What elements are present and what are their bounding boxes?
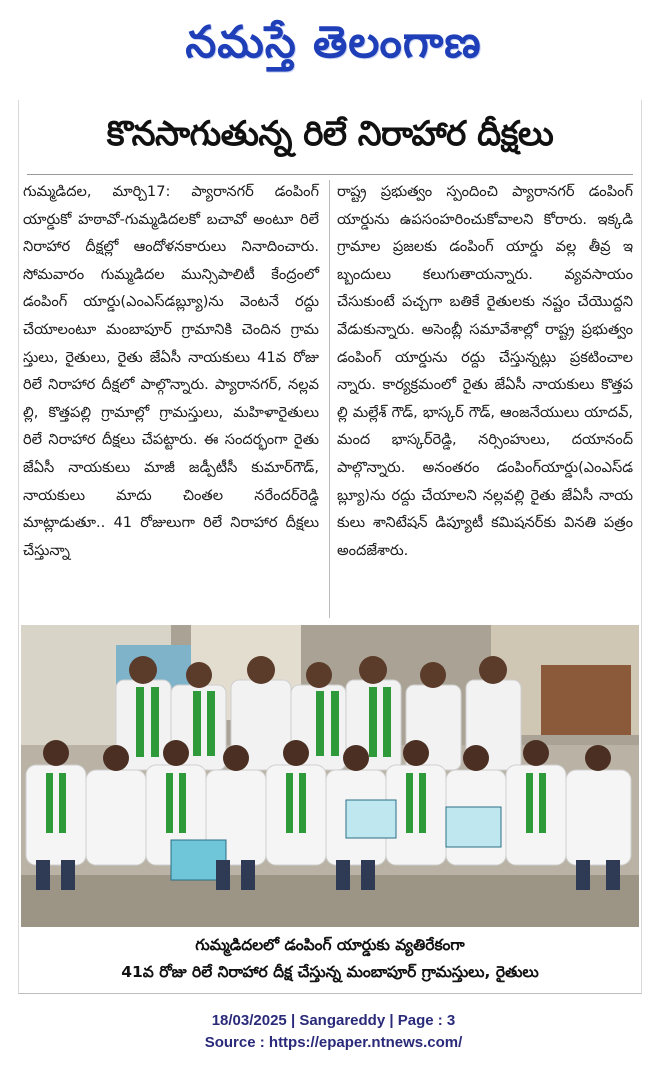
article-column-right: రాష్ట్ర ప్రభుత్వం స్పందించి ప్యారానగర్ డంపింగ్ యార్డును ఉపసంహరించుకోవాలని కోరారు. ఇక్కడి గ్రామాల ప్రజలకు డంపింగ్ యార్డు వల్ల తీవ్ర ఇబ్బందులు కలుగుతాయన్నారు. వ్యవసాయం చేసుకుంటే పచ్చగా బతికే రైతులకు నష్టం చేయొద్దని వేడుకున్నారు. అసెంబ్లీ సమావేశాల్లో రాష్ట్ర ప్రభుత్వం డంపింగ్ యార్డును రద్దు చేస్తున్నట్లు ప్రకటించాలన్నారు. కార్యక్రమంలో రైతు జేఏసీ నాయకులు కొత్తపల్లి మల్లేశ్ గౌడ్, భాస్కర్ గౌడ్, ఆంజనేయులు యాదవ్, మంద భాస్కర్‌రెడ్డి, నర్సింహులు, దయానంద్ పాల్గొన్నారు. అనంతరం డంపింగ్‌యార్డు(ఎంఎస్‌డబ్ల్యూ)ను రద్దు చేయాలని నల్లవల్లి రైతు జేఏసీ నాయకులు శానిటేషన్ డిప్యూటీ కమిషనర్‌కు వినతి పత్రం అందజేశారు. bbox=[337, 183, 633, 559]
news-clipping bbox=[18, 100, 642, 994]
photo-caption bbox=[19, 932, 641, 986]
separator: | bbox=[385, 1012, 398, 1029]
article-headline: కొనసాగుతున్న రిలే నిరాహార దీక్షలు bbox=[106, 114, 554, 154]
edition-info bbox=[0, 1010, 667, 1032]
caption-line-1: గుమ్మడిదలలో డంపింగ్ యార్డుకు వ్యతిరేకంగా bbox=[195, 936, 465, 954]
source-line bbox=[0, 1032, 667, 1054]
separator: | bbox=[286, 1012, 300, 1029]
newspaper-logo: నమస్తే తెలంగాణ bbox=[185, 16, 482, 68]
source-url: Source : https://epaper.ntnews.com/ bbox=[204, 1034, 463, 1051]
protest-photo-illustration bbox=[21, 625, 639, 927]
edition-name: Sangareddy bbox=[299, 1012, 386, 1029]
column-divider bbox=[329, 180, 330, 618]
masthead bbox=[0, 0, 667, 95]
article-column-left: గుమ్మడిదల, మార్చి17: ప్యారానగర్ డంపింగ్ యార్డుకో హఠావో-గుమ్మడిదలకో బచావో అంటూ రిలే నిరాహార దీక్షల్లో ఆందోళనకారులు నినాదించారు. సోమవారం గుమ్మడిదల మున్సిపాలిటీ కేంద్రంలో డంపింగ్ యార్డు(ఎంఎస్‌డబ్ల్యూ)ను వెంటనే రద్దు చేయాలంటూ మంబాపూర్ గ్రామానికి చెందిన గ్రామస్తులు, రైతులు, రైతు జేఏసీ నాయకులు 41వ రోజు రిలే నిరాహార దీక్షలో పాల్గొన్నారు. ప్యారానగర్, నల్లవల్లి, కొత్తపల్లి గ్రామాల్లో గ్రామస్తులు, మహిళారైతులు రిలే నిరాహార దీక్షలు చేపట్టారు. ఈ సందర్భంగా రైతు జేఏసీ నాయకులు మాజీ జడ్పీటీసీ కుమార్‌గౌడ్, నాయకులు మాదు చింతల నరేందర్‌రెడ్డి మాట్లాడుతూ.. 41 రోజులుగా రిలే నిరాహార దీక్షలు చేస్తున్నా bbox=[23, 183, 319, 559]
caption-line-2: 41వ రోజు రిలే నిరాహార దీక్ష చేస్తున్న మంబాపూర్ గ్రామస్తులు, రైతులు bbox=[121, 963, 539, 981]
page-number: Page : 3 bbox=[397, 1012, 456, 1029]
edition-date: 18/03/2025 bbox=[211, 1012, 287, 1029]
article-photo bbox=[21, 625, 639, 927]
footer bbox=[0, 1010, 667, 1054]
headline-divider bbox=[27, 174, 633, 175]
